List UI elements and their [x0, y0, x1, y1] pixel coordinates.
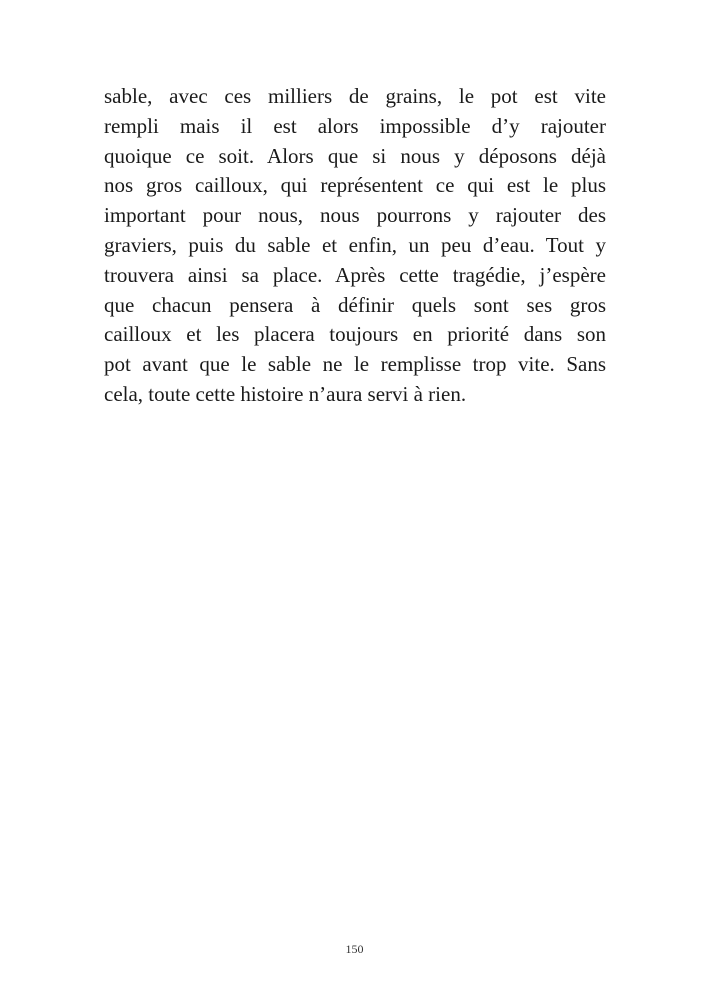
body-paragraph	[104, 82, 606, 410]
text-line: rempli mais il est alors impossible d’y rajouter	[104, 113, 606, 138]
text-line: nos gros cailloux, qui représentent ce qui est le plus	[104, 173, 606, 198]
page-number: 150	[345, 942, 364, 956]
text-line-last: cela, toute cette histoire n’aura servi à rien.	[104, 381, 467, 406]
text-line: sable, avec ces milliers de grains, le pot est vite	[104, 84, 606, 108]
text-line: trouvera ainsi sa place. Après cette tragédie, j’espère	[104, 262, 606, 287]
text-line: pot avant que le sable ne le remplisse trop vite. Sans	[104, 352, 606, 377]
text-line: cailloux et les placera toujours en priorité dans son	[104, 322, 606, 347]
text-line: quoique ce soit. Alors que si nous y déposons déjà	[104, 143, 606, 168]
text-line: important pour nous, nous pourrons y rajouter des	[104, 203, 606, 228]
text-line: graviers, puis du sable et enfin, un peu d’eau. Tout y	[104, 232, 606, 257]
text-line: que chacun pensera à définir quels sont ses gros	[104, 292, 606, 317]
